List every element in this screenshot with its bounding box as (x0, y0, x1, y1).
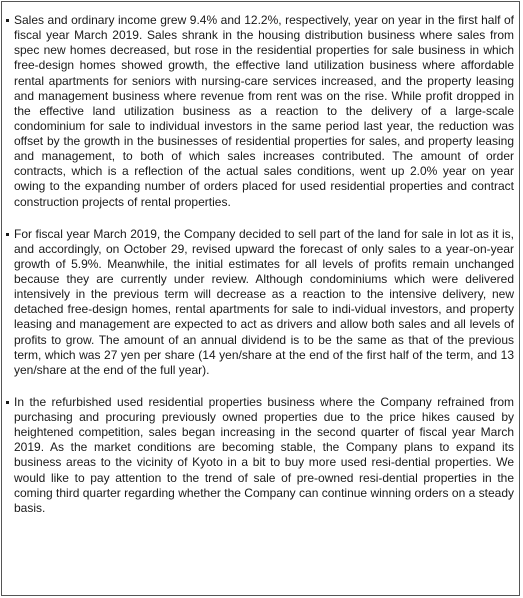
text-box (1, 1, 520, 596)
bullet-marker (6, 401, 9, 404)
paragraph-used-properties (6, 395, 514, 516)
paragraph-text: For fiscal year March 2019, the Company decided to sell part of the land for sale in lot as it is, and accordingly, on October 29, revised upward the forecast of only sales to a year-on-year growth of 5.9%. Meanwhile, the initial estimates for all levels of profits remain unchanged because they are currently under review. Although condominiums which were delivered intensively in the previous term will decrease as a reaction to the intensive delivery, new detached free-design homes, rental apartments for sale to indi-vidual investors, and property leasing and management are expected to act as drivers and allow both sales and all levels of profits to grow. The amount of an annual dividend is to be the same as that of the previous term, which was 27 yen per share (14 yen/share at the end of the first half of the term, and 13 yen/share at the end of the full year). (14, 226, 514, 377)
bullet-marker (6, 233, 9, 236)
paragraph-first-half-results (6, 13, 514, 210)
paragraph-fiscal-forecast (6, 227, 514, 378)
paragraph-text: In the refurbished used residential properties business where the Company refrained from purchasing and procuring previously owned properties due to the price hikes caused by heightened competition, sales began increasing in the second quarter of fiscal year March 2019. As the market conditions are becoming stable, the Company plans to expand its business areas to the vicinity of Kyoto in a bit to buy more used resi-dential properties. We would like to pay attention to the trend of sale of pre-owned resi-dential properties in the coming third quarter regarding whether the Company can continue winning orders on a steady basis. (14, 394, 514, 515)
bullet-list (6, 13, 514, 533)
paragraph-text: Sales and ordinary income grew 9.4% and 12.2%, respectively, year on year in the first half of fiscal year March 2019. Sales shrank in the housing distribution business where sales from spec new homes decreased, but rose in the residential properties for sale business in which free-design homes showed growth, the effective land utilization business where affordable rental apartments for seniors with nursing-care services increased, and the property leasing and management business where revenue from rent was on the rise. While profit dropped in the effective land utilization business as a reaction to the delivery of a large-scale condominium for sale to individual investors in the same period last year, the reduction was offset by the growth in the businesses of residential properties for sales, and property leasing and management, to both of which sales increases contributed. The amount of order contracts, which is a reflection of the actual sales conditions, went up 2.0% year on year owing to the expanding number of orders placed for used residential properties and contract construction projects of rental properties. (14, 13, 514, 209)
bullet-marker (6, 19, 9, 22)
